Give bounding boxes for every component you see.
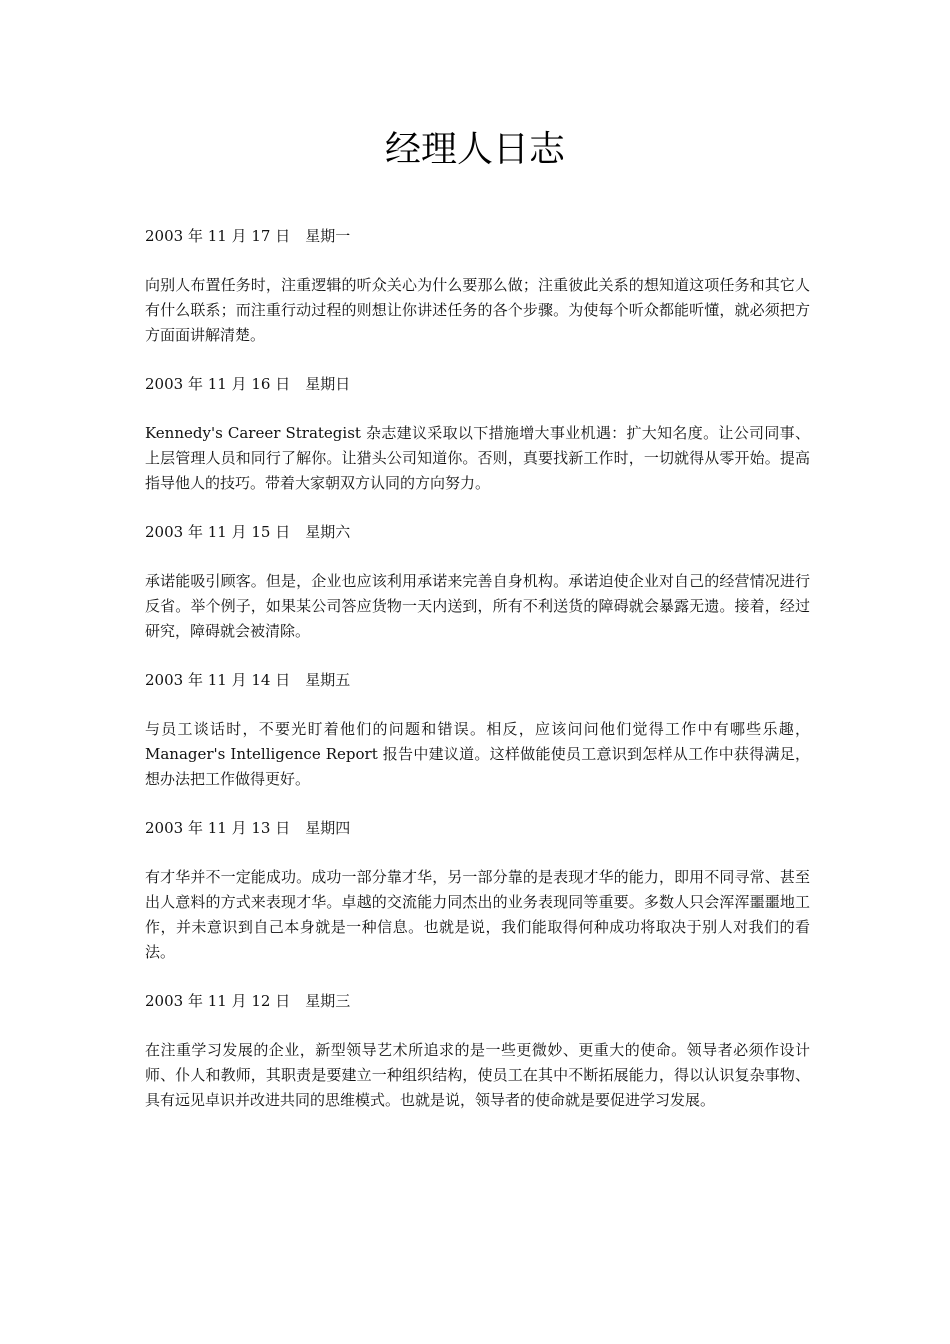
journal-entry bbox=[145, 668, 810, 792]
entry-text: 与员工谈话时，不要光盯着他们的问题和错误。相反，应该问问他们觉得工作中有哪些乐趣，Manager's Intelligence Report 报告中建议道。这样做能使员工意识到怎样从工作中获得满足，想办法把工作做得更好。 bbox=[145, 720, 810, 788]
document-title: 经理人日志 bbox=[384, 129, 565, 170]
journal-entry bbox=[145, 224, 810, 348]
entry-text: 向别人布置任务时，注重逻辑的听众关心为什么要那么做；注重彼此关系的想知道这项任务和其它人有什么联系；而注重行动过程的则想让你讲述任务的各个步骤。为使每个听众都能听懂，就必须把方方面面讲解清楚。 bbox=[145, 276, 810, 344]
entry-date: 2003 年 11 月 12 日 星期三 bbox=[145, 992, 351, 1010]
journal-entry bbox=[145, 989, 810, 1113]
journal-entry bbox=[145, 520, 810, 644]
entry-date: 2003 年 11 月 17 日 星期一 bbox=[145, 227, 351, 245]
entry-text: Kennedy's Career Strategist 杂志建议采取以下措施增大事业机遇：扩大知名度。让公司同事、上层管理人员和同行了解你。让猎头公司知道你。否则，真要找新工作时，一切就得从零开始。提高指导他人的技巧。带着大家朝双方认同的方向努力。 bbox=[145, 424, 810, 492]
journal-entry bbox=[145, 372, 810, 496]
entry-text: 在注重学习发展的企业，新型领导艺术所追求的是一些更微妙、更重大的使命。领导者必须作设计师、仆人和教师，其职责是要建立一种组织结构，使员工在其中不断拓展能力，得以认识复杂事物、具有远见卓识并改进共同的思维模式。也就是说，领导者的使命就是要促进学习发展。 bbox=[145, 1041, 810, 1109]
entry-date: 2003 年 11 月 14 日 星期五 bbox=[145, 671, 351, 689]
journal-entry bbox=[145, 816, 810, 965]
entry-date: 2003 年 11 月 15 日 星期六 bbox=[145, 523, 351, 541]
entry-text: 有才华并不一定能成功。成功一部分靠才华，另一部分靠的是表现才华的能力，即用不同寻常、甚至出人意料的方式来表现才华。卓越的交流能力同杰出的业务表现同等重要。多数人只会浑浑噩噩地工作，并未意识到自己本身就是一种信息。也就是说，我们能取得何种成功将取决于别人对我们的看法。 bbox=[145, 868, 810, 961]
entry-date: 2003 年 11 月 16 日 星期日 bbox=[145, 375, 351, 393]
entry-date: 2003 年 11 月 13 日 星期四 bbox=[145, 819, 351, 837]
journal-entries bbox=[145, 224, 810, 1137]
entry-text: 承诺能吸引顾客。但是，企业也应该利用承诺来完善自身机构。承诺迫使企业对自己的经营情况进行反省。举个例子，如果某公司答应货物一天内送到，所有不利送货的障碍就会暴露无遗。接着，经过研究，障碍就会被清除。 bbox=[145, 572, 810, 640]
